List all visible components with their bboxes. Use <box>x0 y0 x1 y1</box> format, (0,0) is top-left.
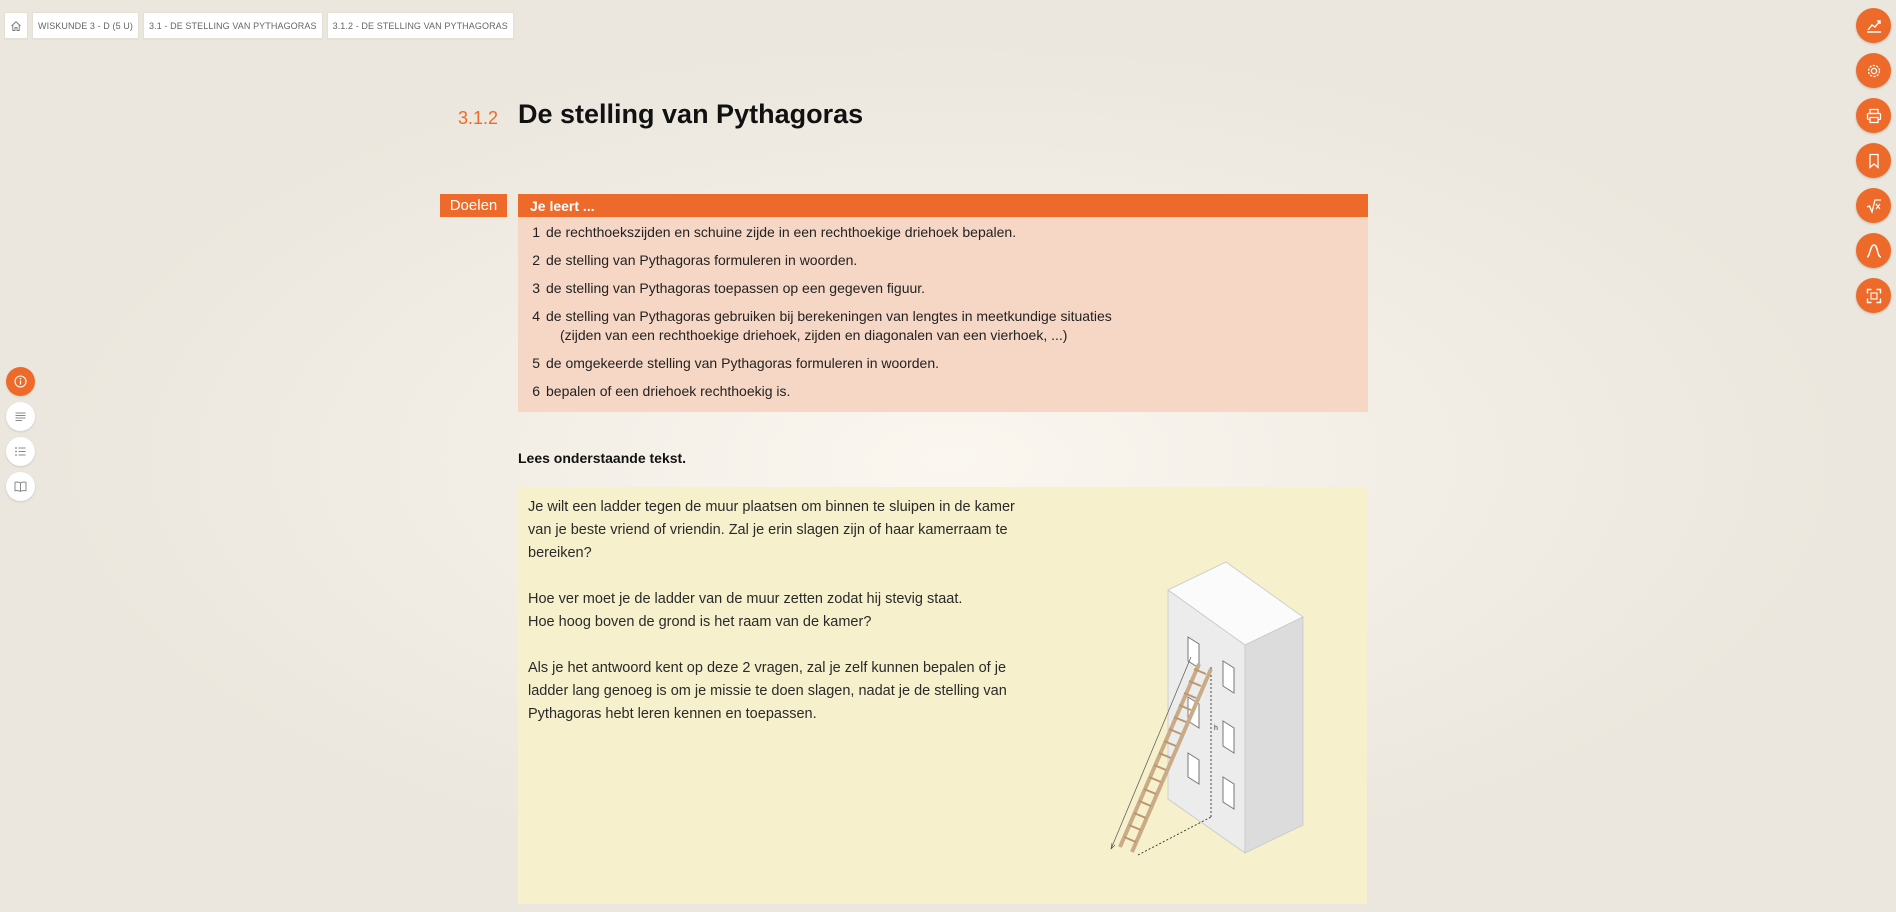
paragraph-3 <box>528 657 1048 726</box>
breadcrumb-chapter[interactable]: 3.1 - DE STELLING VAN PYTHAGORAS <box>143 12 323 39</box>
goal-item <box>518 277 1368 305</box>
list-icon <box>13 444 28 459</box>
breadcrumb-home[interactable] <box>4 12 28 39</box>
page-title: De stelling van Pythagoras <box>518 99 864 129</box>
goals-heading: Je leert ... <box>518 194 1368 217</box>
reading-box <box>518 487 1367 904</box>
info-button[interactable] <box>6 367 35 396</box>
section-number: 3.1.2 <box>458 108 499 128</box>
goal-item <box>518 249 1368 277</box>
gear-icon <box>1865 62 1883 80</box>
goal-text-line1: de stelling van Pythagoras gebruiken bij berekeningen van lengtes in meetkundige situaties <box>546 308 1112 324</box>
breadcrumb-course[interactable]: WISKUNDE 3 - D (5 U) <box>32 12 139 39</box>
paragraph-1 <box>528 496 1048 565</box>
goal-text: de omgekeerde stelling van Pythagoras formuleren in woorden. <box>546 355 940 371</box>
chart-icon <box>1865 17 1883 35</box>
info-icon <box>13 374 28 389</box>
curve-icon <box>1865 242 1883 260</box>
goals-list <box>518 217 1368 412</box>
goals-box <box>518 194 1368 412</box>
formula-button[interactable] <box>1856 188 1891 223</box>
paragraph-2 <box>528 588 1048 634</box>
goals-tag: Doelen <box>440 194 507 217</box>
book-view-button[interactable] <box>6 472 35 501</box>
home-icon <box>10 20 22 32</box>
text-line: Pythagoras hebt leren kennen en toepassen. <box>528 706 817 722</box>
goal-number: 2 <box>532 252 540 268</box>
fullscreen-button[interactable] <box>1856 278 1891 313</box>
bookmark-button[interactable] <box>1856 143 1891 178</box>
square-root-icon <box>1865 197 1883 215</box>
print-button[interactable] <box>1856 98 1891 133</box>
bookmark-icon <box>1865 152 1883 170</box>
breadcrumb <box>4 12 514 39</box>
breadcrumb-section[interactable]: 3.1.2 - DE STELLING VAN PYTHAGORAS <box>327 12 514 39</box>
goal-item <box>518 221 1368 249</box>
text-line: Hoe hoog boven de grond is het raam van de kamer? <box>528 614 872 630</box>
goal-number: 3 <box>532 280 540 296</box>
reading-text <box>528 496 1048 749</box>
goal-number: 4 <box>532 308 540 324</box>
goal-number: 1 <box>532 224 540 240</box>
goal-item <box>518 305 1368 352</box>
reading-instruction: Lees onderstaande tekst. <box>518 450 687 466</box>
fullscreen-icon <box>1865 287 1883 305</box>
goal-text-multiline <box>546 307 1112 345</box>
progress-button[interactable] <box>1856 8 1891 43</box>
printer-icon <box>1865 107 1883 125</box>
left-toolbar <box>6 367 35 501</box>
text-line: ladder lang genoeg is om je missie te doen slagen, nadat je de stelling van <box>528 683 1007 699</box>
goal-item <box>518 380 1368 408</box>
text-line: van je beste vriend of vriendin. Zal je erin slagen zijn of haar kamerraam te <box>528 522 1008 538</box>
goal-number: 5 <box>532 355 540 371</box>
settings-button[interactable] <box>1856 53 1891 88</box>
list-view-button[interactable] <box>6 437 35 466</box>
goal-item <box>518 352 1368 380</box>
ladder-building-illustration <box>1103 527 1343 872</box>
text-line: bereiken? <box>528 545 592 561</box>
goal-text: de stelling van Pythagoras toepassen op een gegeven figuur. <box>546 280 926 296</box>
text-line: Hoe ver moet je de ladder van de muur zetten zodat hij stevig staat. <box>528 591 963 607</box>
graph-button[interactable] <box>1856 233 1891 268</box>
right-toolbar <box>1856 8 1891 313</box>
book-icon <box>13 479 28 494</box>
text-line: Als je het antwoord kent op deze 2 vragen, zal je zelf kunnen bepalen of je <box>528 660 1007 676</box>
text-lines-icon <box>13 409 28 424</box>
goal-number: 6 <box>532 383 540 399</box>
text-line: Je wilt een ladder tegen de muur plaatsen om binnen te sluipen in de kamer <box>528 499 1015 515</box>
goal-text-line2: (zijden van een rechthoekige driehoek, zijden en diagonalen van een vierhoek, ...) <box>560 327 1068 343</box>
goal-text: de rechthoekszijden en schuine zijde in een rechthoekige driehoek bepalen. <box>546 224 1017 240</box>
height-label: h <box>1214 725 1218 732</box>
goal-text: bepalen of een driehoek rechthoekig is. <box>546 383 791 399</box>
goal-text: de stelling van Pythagoras formuleren in woorden. <box>546 252 858 268</box>
text-view-button[interactable] <box>6 402 35 431</box>
